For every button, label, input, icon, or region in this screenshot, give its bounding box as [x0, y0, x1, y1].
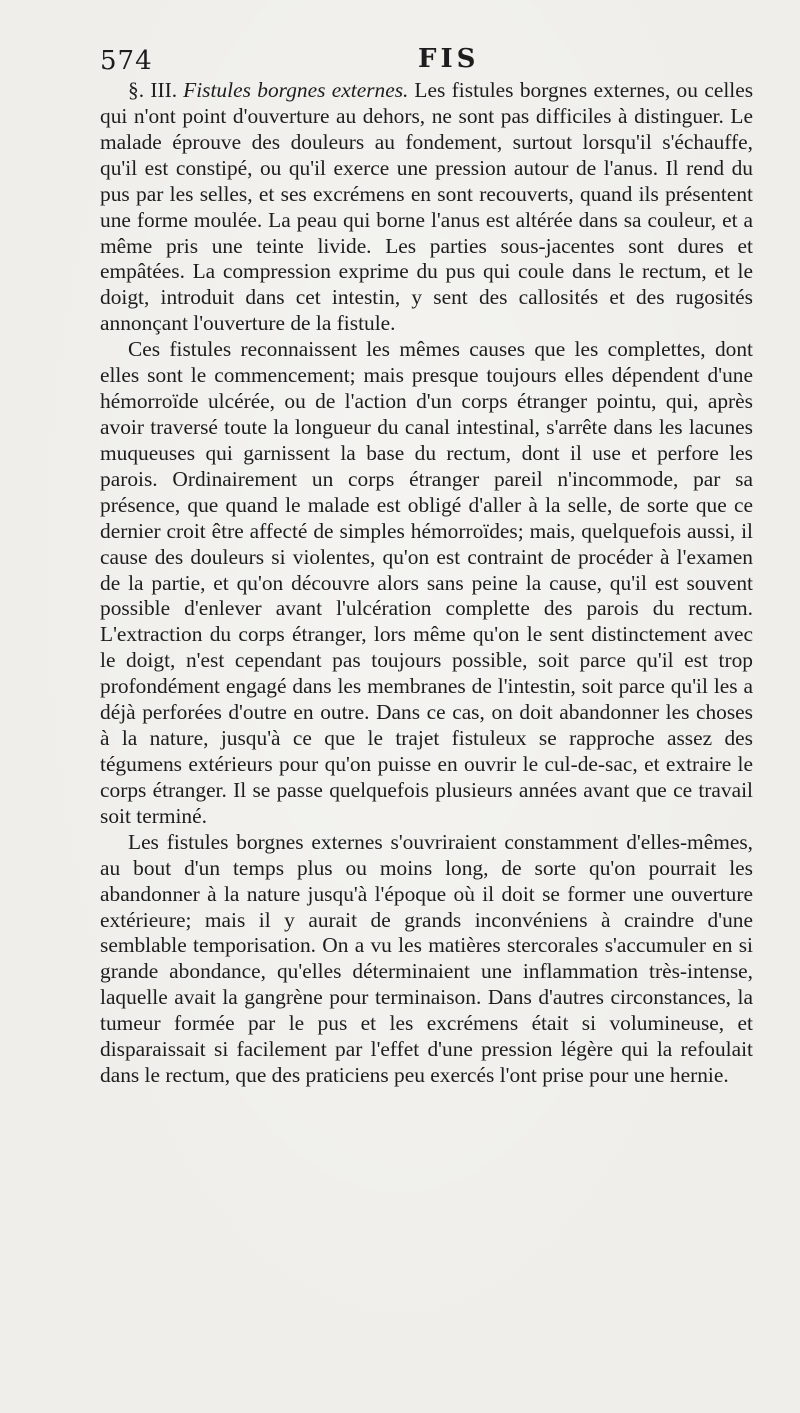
paragraph	[100, 830, 753, 1089]
paragraph-text: Les fistules borgnes externes s'ouvriraient constamment d'elles-mêmes, au bout d'un temps plus ou moins long, de sorte qu'on pourrait les abandonner à la nature jusqu'à l'époque où il doit se former une ouverture extérieure; mais il y aurait de grands inconvéniens à craindre d'une semblable temporisation. On a vu les matières stercorales s'accumuler en si grande abondance, qu'elles déterminaient une inflammation très-intense, laquelle avait la gangrène pour terminaison. Dans d'autres circonstances, la tumeur formée par le pus et les excrémens était si volumineuse, et disparaissait si facilement par l'effet d'une pression légère qui la refoulait dans le rectum, que des praticiens peu exercés l'ont prise pour une hernie.	[100, 829, 753, 1088]
running-head: FIS	[418, 44, 480, 74]
section-label: §. III.	[128, 78, 178, 102]
section-title: Fistules borgnes externes.	[183, 78, 409, 102]
paragraph	[100, 337, 753, 830]
paragraph-text: Ces fistules reconnaissent les mêmes causes que les complettes, dont elles sont le commencement; mais presque toujours elles dépendent d'une hémorroïde ulcérée, ou de l'action d'un corps étranger pointu, qui, après avoir traversé toute la longueur du canal intestinal, s'arrête dans les lacunes muqueuses qui garnissent la base du rectum, dont il use et perfore les parois. Ordinairement un corps étranger pareil n'incommode, par sa présence, que quand le malade est obligé d'aller à la selle, de sorte que ce dernier croit être affecté de simples hémorroïdes; mais, quelquefois aussi, il cause des douleurs si violentes, qu'on est contraint de procéder à l'examen de la partie, et qu'on découvre alors sans peine la cause, qu'il est souvent possible d'enlever avant l'ulcération complette des parois du rectum. L'extraction du corps étranger, lors même qu'on le sent distinctement avec le doigt, n'est cependant pas toujours possible, soit parce qu'il est trop profondément engagé dans les membranes de l'intestin, soit parce qu'il les a déjà perforées d'outre en outre. Dans ce cas, on doit abandonner les choses à la nature, jusqu'à ce que le trajet fistuleux se rapproche assez des tégumens extérieurs pour qu'on puisse en ouvrir le cul-de-sac, et extraire le corps étranger. Il se passe quelquefois plusieurs années avant que ce travail soit terminé.	[100, 337, 753, 828]
page-header	[100, 40, 760, 80]
paragraph	[100, 78, 753, 337]
paragraph-text: Les fistules borgnes externes, ou celles qui n'ont point d'ouverture au dehors, ne sont pas difficiles à distinguer. Le malade éprouve des douleurs au fondement, surtout lorsqu'il s'échauffe, qu'il est constipé, ou qu'il exerce une pression autour de l'anus. Il rend du pus par les selles, et ses excrémens en sont recouverts, quand ils présentent une forme moulée. La peau qui borne l'anus est altérée dans sa couleur, et a même pris une teinte livide. Les parties sous-jacentes sont dures et empâtées. La compression exprime du pus qui coule dans le rectum, et le doigt, introduit dans cet intestin, y sent des callosités et des rugosités annonçant l'ouverture de la fistule.	[100, 78, 754, 336]
body-text	[100, 78, 753, 1089]
page-number: 574	[100, 46, 153, 76]
